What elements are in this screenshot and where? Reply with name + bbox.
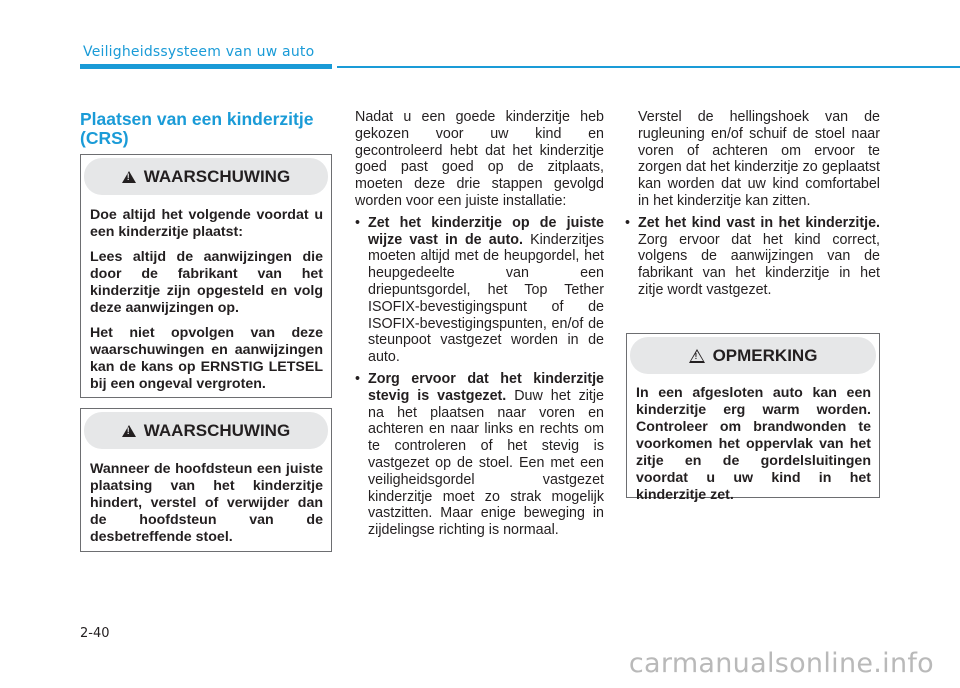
caution-triangle-icon [689,349,705,363]
warning-box-1 [80,154,332,398]
bullet-bold-text: Zet het kinderzitje op de juiste wijze vast in de auto. [368,214,604,248]
warning-title-label: WAARSCHUWING [143,420,291,440]
bullet-text: Duw het zitje na het plaatsen naar voren en achteren en naar links en rechts om te controleren of het stevig is vastgezet op de stoel. Een met een veiligheidsgordel vastgezet kinderzitje moet zo strak mogelijk vastzitten. Maar enige beweging in zijdelingse richting is normaal. [368,387,604,539]
intro-paragraph: Nadat u een goede kinderzitje heb gekozen voor uw kind en gecontroleerd hebt dat het kinderzitje goed past goed op de zitplaats, moeten deze drie stappen gevolgd worden voor een juiste installatie: [355,109,604,209]
note-title-label: OPMERKING [712,345,818,365]
intro-paragraph: Verstel de hellingshoek van de rugleuning en/of schuif de stoel naar voren of achteren om ervoor te zorgen dat het kinderzitje zo geplaatst kan worden dat uw kind comfortabel in het kinderzitje kan zitten. [638,109,880,209]
warning-box-1-body [81,195,331,403]
list-item [355,215,604,366]
warning-paragraph: Wanneer de hoofdsteun een juiste plaatsing van het kinderzitje hindert, verstel of verwijder dan de hoofdsteun van de desbetreffende stoel. [90,461,323,545]
warning-box-1-title [84,158,328,195]
bullet-bold-text: Zet het kind vast in het kinderzitje. [638,214,880,231]
bullet-bold-text: Zorg ervoor dat het kinderzitje stevig is vastgezet. [368,370,604,404]
list-item [625,215,880,299]
bullet-text: Kinderzitjes moeten altijd met de heupgordel, het heupgedeelte van een driepuntsgordel, het Top Tether ISOFIX-bevestigingspunt of de ISOFIX-bevestigingspunten, en/of de steunpoot vastgezet worden in de auto. [368,231,604,366]
page-title: Plaatsen van een kinderzitje (CRS) [80,109,314,148]
header-rule-thin [337,66,960,68]
watermark: carmanualsonline.info [628,648,934,679]
list-item [355,371,604,539]
warning-title-label: WAARSCHUWING [143,166,291,186]
warning-paragraph: Doe altijd het volgende voordat u een kinderzitje plaatst: [90,207,323,240]
right-column [625,109,880,304]
middle-column [355,109,604,544]
note-box-body [627,374,879,514]
note-paragraph: In een afgesloten auto kan een kinderzitje erg warm worden. Controleer om brandwonden te voorkomen het oppervlak van het zitje en de gordelsluitingen voordat u uw kind in het kinderzitje zet. [636,385,871,503]
note-box-title [630,337,876,374]
warning-triangle-icon [122,425,136,437]
warning-box-2-body [81,449,331,556]
page-number: 2-40 [80,626,110,641]
bullet-text: Zorg ervoor dat het kind correct, volgens de aanwijzingen van de fabrikant van het kinderzitje in het zitje wordt vastgezet. [638,231,880,298]
warning-paragraph: Het niet opvolgen van deze waarschuwingen en aanwijzingen kan de kans op ERNSTIG LETSEL bij een ongeval vergroten. [90,325,323,392]
section-header: Veiligheidssysteem van uw auto [83,44,315,60]
warning-paragraph: Lees altijd de aanwijzingen die door de fabrikant van het kinderzitje zijn opgesteld en volg deze aanwijzingen op. [90,249,323,316]
note-box [626,333,880,503]
warning-box-2-title [84,412,328,449]
warning-box-2 [80,408,332,552]
header-rule-thick [80,64,332,69]
warning-triangle-icon [122,171,136,183]
